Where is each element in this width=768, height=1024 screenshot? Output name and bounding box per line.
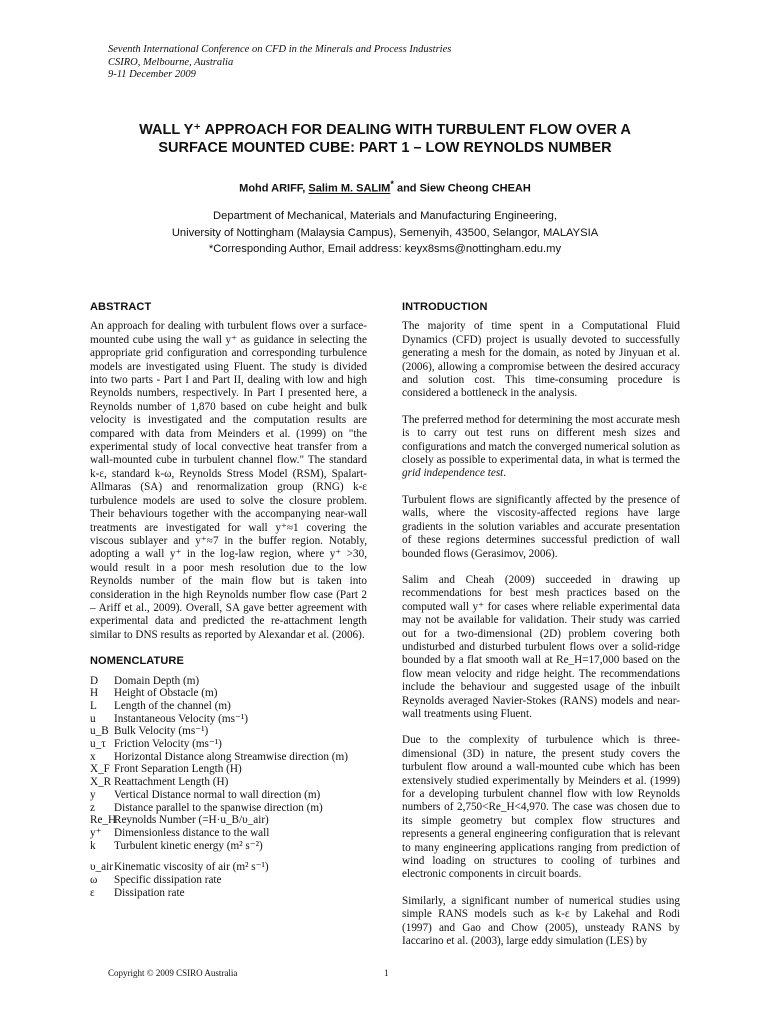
nomenclature-description: Domain Depth (m) (114, 674, 200, 687)
nomenclature-symbol: u (90, 712, 96, 725)
abstract-text: An approach for dealing with turbulent flows over a surface-mounted cube using the wall y⁺ as guidance in selecting the appropriate grid configuration and corresponding turbulence models are investigated using Fluent. The study is divided into two parts - Part I and Part II, dealing with low and high Reynolds numbers, respectively. In Part I presented here, a Reynolds number of 1,870 based on cube height and bulk velocity is investigated and the computation results are compared with data from Meinders et al. (1999) on "the experimental study of local convective heat transfer from a wall-mounted cube in turbulent channel flow." The standard k-ε, standard k-ω, Reynolds Stress Model (RSM), Spalart-Allmaras (SA) and renormalization group (RNG) k-ε turbulence models are used to solve the closure problem. Their behaviours together with the accompanying near-wall treatments are investigated for wall y⁺≈1 covering the viscous sublayer and y⁺≈7 in the buffer region. Notably, adopting a wall y⁺ in the log-law region, where y⁺ >30, would result in a poor mesh resolution due to the low Reynolds number of the main flow but is taken into consideration in the high Reynolds number flow case (Part 2 – Ariff et al., 2009). Overall, SA gave better agreement with experimental data and predicted the re-attachment length similar to DNS results as reported by Alexandar et al. (2006). (90, 320, 367, 641)
nomenclature-item (90, 700, 367, 713)
nomenclature-description: Horizontal Distance along Streamwise direction (m) (114, 750, 348, 763)
author-cheah: and Siew Cheong CHEAH (393, 182, 531, 195)
nomenclature-description: Bulk Velocity (ms⁻¹) (114, 725, 209, 738)
nomenclature-item (90, 861, 367, 874)
nomenclature-symbol: y (90, 788, 96, 801)
affiliation (60, 208, 710, 258)
nomenclature-description: Dimensionless distance to the wall (114, 827, 270, 839)
nomenclature-symbol: X_F (90, 763, 110, 776)
nomenclature-description: Distance parallel to the spanwise direction (m) (114, 801, 323, 814)
nomenclature-description: Friction Velocity (ms⁻¹) (114, 738, 222, 751)
nomenclature-item (90, 687, 367, 700)
nomenclature-item (90, 738, 367, 751)
nomenclature-symbol: υ_air (90, 861, 113, 874)
nomenclature-description: Turbulent kinetic energy (m² s⁻²) (114, 839, 263, 852)
conference-dates: 9-11 December 2009 (108, 69, 196, 80)
nomenclature-description: Front Separation Length (H) (114, 763, 242, 776)
nomenclature-item (90, 751, 367, 764)
copyright-footer: Copyright © 2009 CSIRO Australia (108, 968, 238, 978)
nomenclature-symbol: u_B (90, 725, 109, 738)
nomenclature-description: Kinematic viscosity of air (m² s⁻¹) (114, 861, 269, 874)
nomenclature-item (90, 840, 367, 853)
nomenclature-item (90, 713, 367, 726)
nomenclature-item (90, 776, 367, 789)
intro-paragraph-2 (402, 414, 680, 481)
nomenclature-item (90, 763, 367, 776)
corresponding-author: *Corresponding Author, Email address: keyx8sms@nottingham.edu.my (208, 243, 562, 255)
conference-name: Seventh International Conference on CFD in the Minerals and Process Industries (108, 44, 452, 55)
author-ariff: Mohd ARIFF, (239, 182, 309, 195)
intro-paragraph-6: Similarly, a significant number of numerical studies using simple RANS models such as k-ε by Lakehal and Rodi (1997) and Gao and Chow (2005), unsteady RANS by Iaccarino et al. (2003), large eddy simulation (LES) by (402, 894, 680, 948)
nomenclature-symbol: H (90, 687, 99, 700)
nomenclature-item (90, 789, 367, 802)
nomenclature-symbol: L (90, 699, 97, 712)
title-line-1: WALL Y⁺ APPROACH FOR DEALING WITH TURBULENT FLOW OVER A (139, 122, 631, 138)
paper-title (60, 121, 710, 157)
nomenclature-item (90, 802, 367, 815)
intro-paragraph-3: Turbulent flows are significantly affected by the presence of walls, where the viscosity-affected regions have large gradients in the solution variables and accurate presentation of these regions determines successful prediction of wall bounded flows (Gerasimov, 2006). (402, 493, 680, 560)
grid-independence-term: grid independence test (402, 467, 504, 480)
intro-paragraph-1: The majority of time spent in a Computational Fluid Dynamics (CFD) project is usually devoted to successfully generating a mesh for the domain, as noted by Jinyuan et al. (2006), allowing a compromise between the desired accuracy and solution cost. This time-consuming procedure is considered a bottleneck in the analysis. (402, 320, 680, 400)
intro-paragraph-4: Salim and Cheah (2009) succeeded in drawing up recommendations for best mesh practices based on the computed wall y⁺ for cases where reliable experimental data may not be available for validation. Their study was carried out for a two-dimensional (2D) problem covering both undisturbed and disturbed turbulent flows over a solid-ridge bounded by a flat smooth wall at Re_H=17,000 based on the flow mean velocity and ridge height. The recommendations include the behaviour and suggested usage of the inbuilt Reynolds averaged Navier-Stokes (RANS) models and near-wall treatments using Fluent. (402, 573, 680, 720)
nomenclature-description: Height of Obstacle (m) (114, 687, 218, 700)
conference-location: CSIRO, Melbourne, Australia (108, 56, 234, 68)
right-column (402, 301, 680, 961)
nomenclature-description: Dissipation rate (114, 886, 185, 899)
nomenclature-description: Reattachment Length (H) (114, 776, 229, 789)
introduction-heading: INTRODUCTION (402, 301, 488, 313)
abstract-heading: ABSTRACT (90, 301, 152, 313)
nomenclature-description: Vertical Distance normal to wall direction (m) (114, 788, 321, 801)
nomenclature-list (90, 675, 367, 900)
affiliation-university: University of Nottingham (Malaysia Campus), Semenyih, 43500, Selangor, MALAYSIA (171, 226, 599, 239)
conference-header (108, 44, 451, 82)
nomenclature-symbol: X_R (90, 776, 112, 789)
nomenclature-item (90, 675, 367, 688)
nomenclature-item (90, 827, 367, 840)
nomenclature-symbol: k (90, 839, 96, 852)
nomenclature-description: Instantaneous Velocity (ms⁻¹) (114, 712, 248, 725)
nomenclature-symbol: D (90, 674, 99, 687)
nomenclature-symbol: ε (90, 886, 95, 899)
nomenclature-symbol: ω (90, 874, 98, 887)
nomenclature-heading: NOMENCLATURE (90, 655, 184, 668)
left-column (90, 301, 367, 900)
nomenclature-symbol: x (90, 750, 96, 763)
nomenclature-description: Specific dissipation rate (114, 874, 222, 887)
author-salim: Salim M. SALIM (308, 182, 391, 195)
author-list (60, 179, 710, 195)
affiliation-department: Department of Mechanical, Materials and Manufacturing Engineering, (213, 210, 557, 222)
nomenclature-symbol: u_τ (90, 738, 106, 751)
nomenclature-symbol: Re_H (90, 814, 117, 827)
nomenclature-symbol: y⁺ (90, 827, 102, 839)
nomenclature-item (90, 814, 367, 827)
nomenclature-symbol: z (90, 801, 95, 814)
nomenclature-description: Length of the channel (m) (114, 699, 231, 712)
intro-paragraph-2-text: The preferred method for determining the most accurate mesh is to carry out test runs on different mesh sizes and configurations and match the converged numerical solution as closely as possible to experimental data, in what is termed the (402, 413, 680, 467)
intro-paragraph-5: Due to the complexity of turbulence which is three-dimensional (3D) in nature, the present study covers the turbulent flow around a wall-mounted cube which has been extensively studied experimentally by Meinders et al. (1999) for a developing turbulent channel flow with low Reynolds numbers of 2,750<Re_H<4,970. The case was chosen due to its simple geometry but complex flow structures and represents a general engineering configuration that is relevant to many engineering applications ranging from prediction of wind loading on structures to cooling of turbines and electronic components in circuit boards. (402, 734, 680, 881)
nomenclature-item (90, 725, 367, 738)
page-number: 1 (384, 968, 389, 978)
nomenclature-item (90, 874, 367, 887)
nomenclature-description: Reynolds Number (=H·u_B/υ_air) (114, 814, 269, 827)
corresponding-mark: * (390, 179, 394, 189)
title-line-2: SURFACE MOUNTED CUBE: PART 1 – LOW REYNOLDS NUMBER (158, 140, 612, 156)
nomenclature-item (90, 887, 367, 900)
nomenclature-spacer (90, 852, 367, 861)
intro-paragraph-2-end: . (503, 467, 507, 480)
